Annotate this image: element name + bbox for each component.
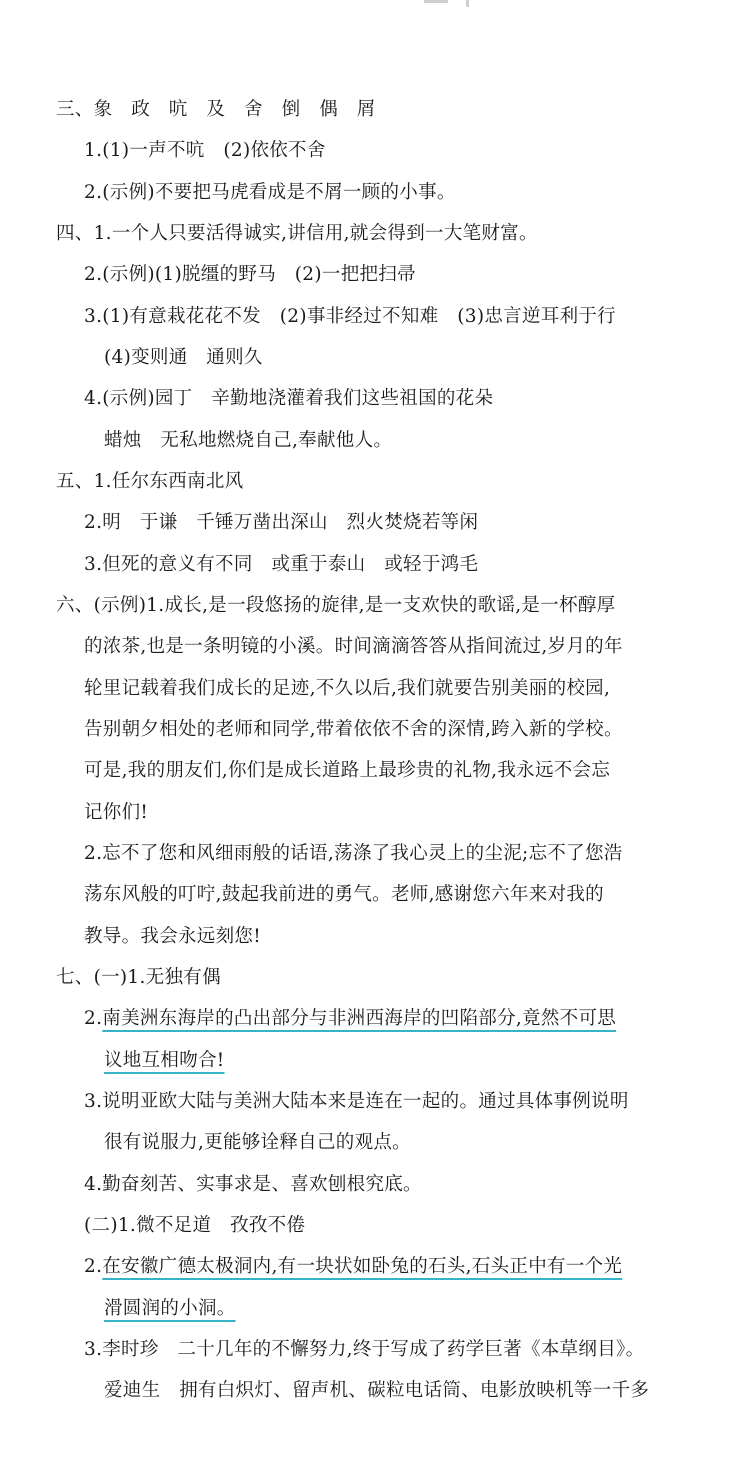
section-7-one-item-4: 4.勤奋刻苦、实事求是、喜欢刨根究底。 <box>84 1174 422 1195</box>
section-4-item-2: 2.(示例)(1)脱缰的野马 (2)一把把扫帚 <box>84 264 416 285</box>
section-7-two-item-2-cont <box>104 1296 236 1322</box>
section-4-item-4: 4.(示例)园丁 辛勤地浇灌着我们这些祖国的花朵 <box>84 388 494 409</box>
underlined-answer: 在安徽广德太极洞内,有一块状如卧兔的石头,石头正中有一个光 <box>102 1256 623 1277</box>
section-7-two-item-2 <box>84 1254 622 1280</box>
section-3-item-1: 1.(1)一声不吭 (2)依依不舍 <box>84 140 326 161</box>
section-7-two-heading: (二)1.微不足道 孜孜不倦 <box>84 1215 306 1236</box>
section-6-para-2-line-3: 教导。我会永远刻您! <box>84 926 261 947</box>
section-4-item-3-cont: (4)变则通 通则久 <box>104 347 263 368</box>
section-7-two-item-3: 3.李时珍 二十几年的不懈努力,终于写成了药学巨著《本草纲目》。 <box>84 1339 645 1360</box>
section-7-one-item-2 <box>84 1006 616 1032</box>
section-7-one-item-3-cont: 很有说服力,更能够诠释自己的观点。 <box>104 1132 411 1153</box>
section-6-para-1-line-3: 轮里记载着我们成长的足迹,不久以后,我们就要告别美丽的校园, <box>84 678 611 699</box>
section-6-para-1-line-6: 记你们! <box>84 802 149 823</box>
underlined-answer-cont: 议地互相吻合! <box>104 1050 225 1071</box>
top-edge-mark <box>422 0 482 8</box>
section-4-item-4-cont: 蜡烛 无私地燃烧自己,奉献他人。 <box>104 430 393 451</box>
section-6-para-1-line-4: 告别朝夕相处的老师和同学,带着依依不舍的深情,跨入新的学校。 <box>84 719 623 740</box>
item-number: 2. <box>84 1256 103 1277</box>
section-7-one-item-2-cont <box>104 1048 225 1074</box>
section-7-two-item-3-cont: 爱迪生 拥有白炽灯、留声机、碳粒电话筒、电影放映机等一千多 <box>104 1380 650 1401</box>
section-7-heading: 七、(一)1.无独有偶 <box>56 967 221 988</box>
underlined-answer: 南美洲东海岸的凸出部分与非洲西海岸的凹陷部分,竟然不可思 <box>102 1008 617 1029</box>
section-4-heading: 四、1.一个人只要活得诚实,讲信用,就会得到一大笔财富。 <box>56 223 538 244</box>
section-6-para-2-line-1: 2.忘不了您和风细雨般的话语,荡涤了我心灵上的尘泥;忘不了您浩 <box>84 843 623 864</box>
section-6-para-1-line-2: 的浓茶,也是一条明镜的小溪。时间滴滴答答从指间流过,岁月的年 <box>84 636 623 657</box>
underlined-answer-cont: 滑圆润的小洞。 <box>104 1298 236 1319</box>
section-5-item-2: 2.明 于谦 千锤万凿出深山 烈火焚烧若等闲 <box>84 512 479 533</box>
section-4-item-3: 3.(1)有意栽花花不发 (2)事非经过不知难 (3)忠言逆耳利于行 <box>84 306 616 327</box>
section-5-item-3: 3.但死的意义有不同 或重于泰山 或轻于鸿毛 <box>84 554 479 575</box>
section-7-one-item-3: 3.说明亚欧大陆与美洲大陆本来是连在一起的。通过具体事例说明 <box>84 1091 629 1112</box>
section-3-heading: 三、象 政 吭 及 舍 倒 偶 屑 <box>56 99 376 120</box>
section-6-para-2-line-2: 荡东风般的叮咛,鼓起我前进的勇气。老师,感谢您六年来对我的 <box>84 884 604 905</box>
section-6-para-1-line-5: 可是,我的朋友们,你们是成长道路上最珍贵的礼物,我永远不会忘 <box>84 760 611 781</box>
item-number: 2. <box>84 1008 103 1029</box>
section-6-heading: 六、(示例)1.成长,是一段悠扬的旋律,是一支欢快的歌谣,是一杯醇厚 <box>56 595 616 616</box>
section-5-heading: 五、1.任尔东西南北风 <box>56 471 244 492</box>
section-3-item-2: 2.(示例)不要把马虎看成是不屑一顾的小事。 <box>84 182 456 203</box>
